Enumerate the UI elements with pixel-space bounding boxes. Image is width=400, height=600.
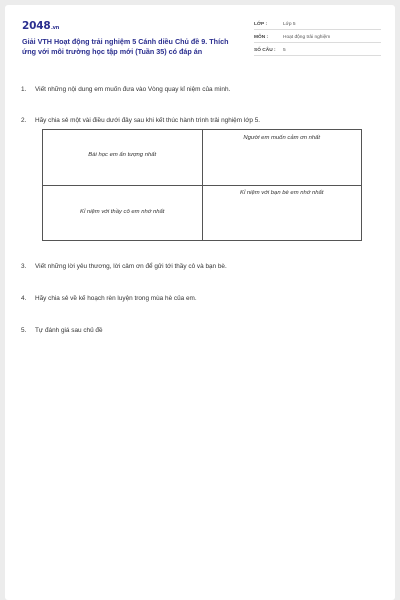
question-item <box>21 327 103 334</box>
meta-label: SỐ CÂU : <box>254 47 276 53</box>
logo-text: 2048 <box>22 20 51 32</box>
question-number: 2. <box>21 117 27 124</box>
question-number: 4. <box>21 295 27 302</box>
meta-row-question-count <box>254 44 381 56</box>
question-number: 1. <box>21 86 27 93</box>
question-item <box>21 263 227 270</box>
question-item <box>21 117 260 124</box>
meta-value: Hoạt động trải nghiệm <box>283 34 331 40</box>
question-text: Tự đánh giá sau chủ đề <box>35 327 103 334</box>
question-text: Hãy chia sẻ về kế hoạch rèn luyện trong mùa hè của em. <box>35 295 197 302</box>
question-text: Viết những lời yêu thương, lời cảm ơn để gửi tới thầy cô và bạn bè. <box>35 263 227 270</box>
table-cell-text: Bài học em ấn tượng nhất <box>88 152 157 158</box>
question-text: Viết những nội dung em muốn đưa vào Vòng quay kỉ niệm của mình. <box>35 86 231 93</box>
meta-label: MÔN : <box>254 34 269 40</box>
question-text: Hãy chia sẻ một vài điều dưới đây sau khi kết thúc hành trình trải nghiệm lớp 5. <box>35 117 261 124</box>
table-cell <box>202 185 362 241</box>
question-number: 3. <box>21 263 27 270</box>
meta-row-subject <box>254 31 381 43</box>
table-cell <box>43 130 203 186</box>
document-meta <box>254 18 381 57</box>
document-page <box>5 5 395 600</box>
meta-value: Lớp 5 <box>283 21 296 27</box>
table-cell-text: Kỉ niệm với thầy cô em nhớ nhất <box>80 208 165 215</box>
table-cell-text: Kỉ niệm với bạn bè em nhớ nhất <box>240 189 324 196</box>
meta-label: LỚP : <box>254 21 268 27</box>
reflection-table <box>42 129 362 241</box>
table-cell <box>43 185 203 241</box>
logo-domain: .vn <box>50 25 60 31</box>
meta-value: 5 <box>283 47 286 53</box>
question-item <box>21 295 197 302</box>
meta-row-class <box>254 18 381 30</box>
document-title: Giải VTH Hoạt động trải nghiệm 5 Cánh diều Chủ đề 9. Thích ứng với môi trường học tập mới (Tuần 35) có đáp án <box>22 37 229 57</box>
table-cell-text: Người em muốn cảm ơn nhất <box>243 135 321 141</box>
table-cell <box>202 130 362 186</box>
question-number: 5. <box>21 327 27 334</box>
question-item <box>21 86 230 93</box>
site-logo[interactable] <box>22 20 59 32</box>
